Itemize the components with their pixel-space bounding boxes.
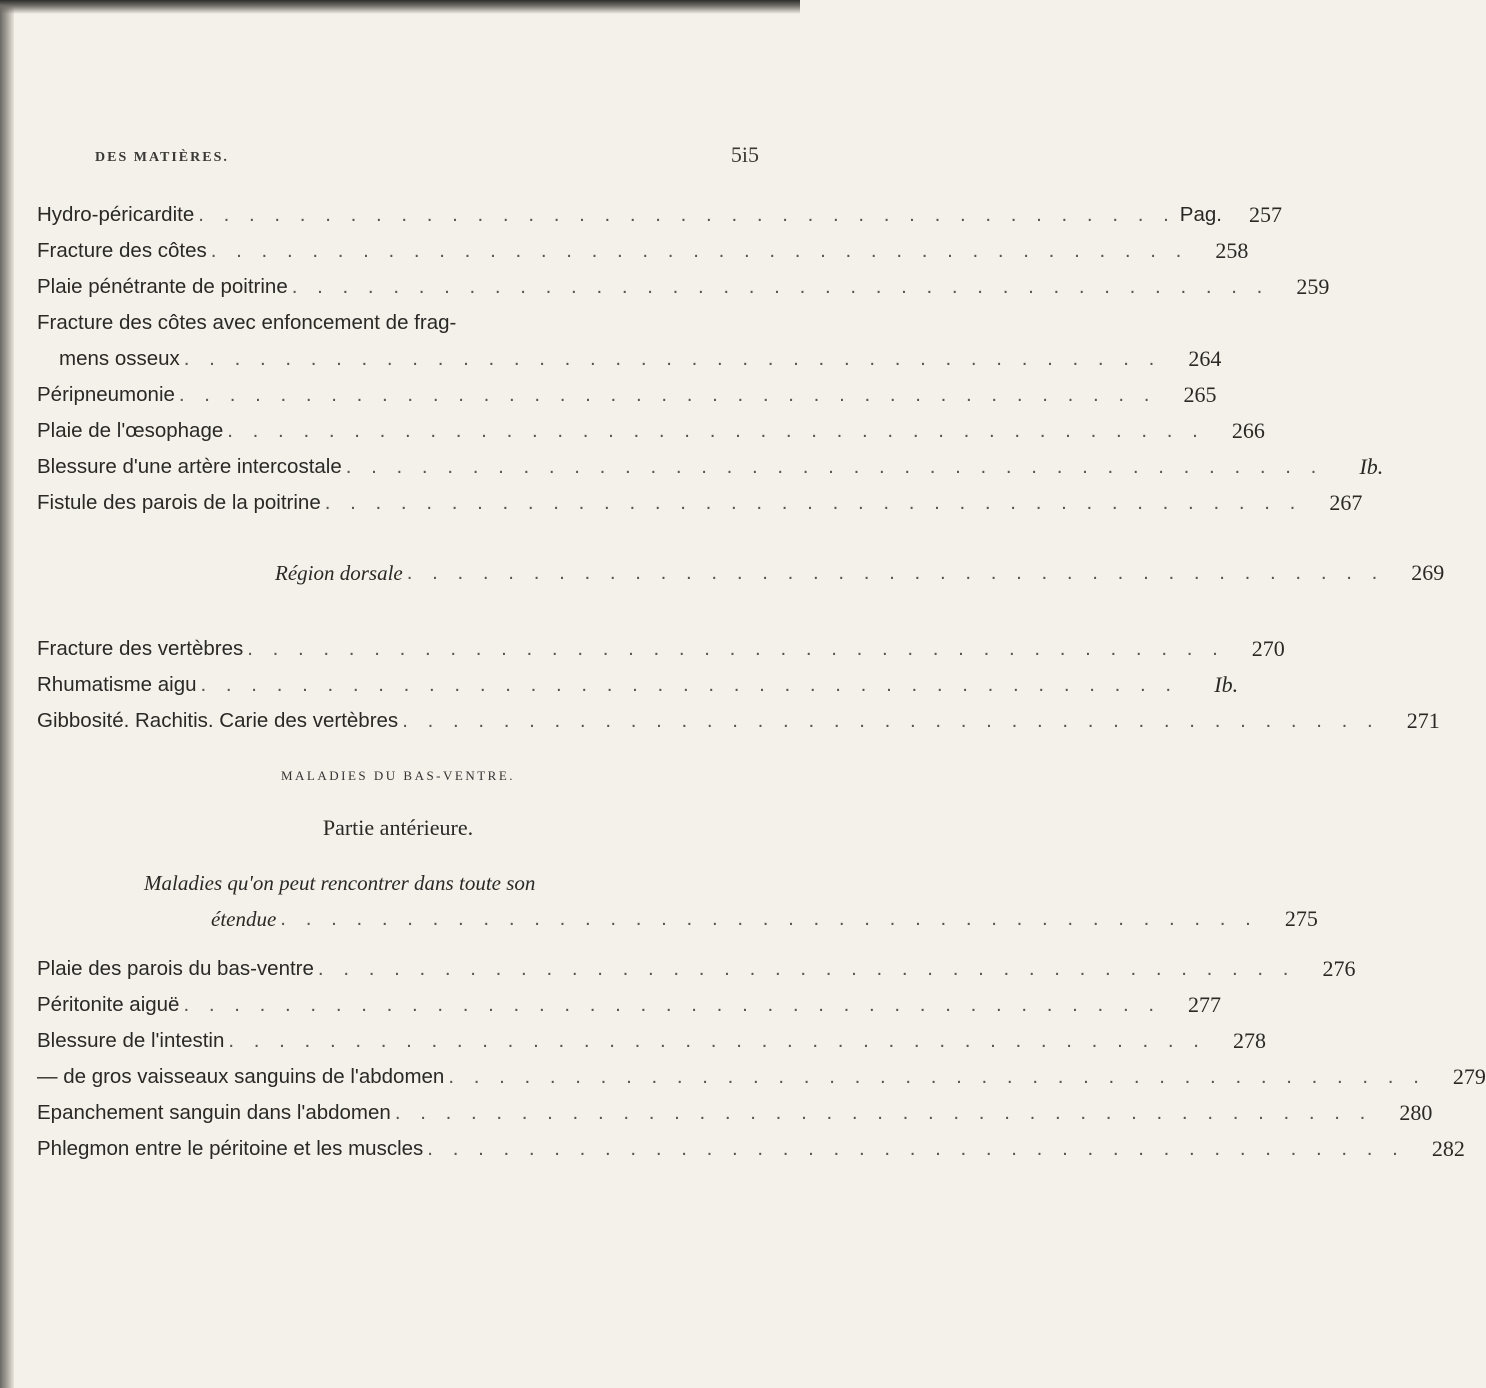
toc-entry-page: 265 bbox=[1183, 382, 1217, 407]
toc-leader: . . . . . . . . . . . . . . . . . . . . . . . . . . . . . . . . . . . . . . . bbox=[345, 455, 1324, 478]
toc-entry-title: Fracture des côtes avec enfoncement de frag- bbox=[37, 311, 457, 334]
toc-entry-title: Péritonite aiguë bbox=[37, 993, 180, 1016]
spacer bbox=[37, 932, 759, 946]
toc-entry-title: Phlegmon entre le péritoine et les muscles bbox=[37, 1137, 424, 1160]
toc-entry-page: 279 bbox=[1452, 1064, 1486, 1089]
italic-heading-text-cont: étendue bbox=[211, 907, 277, 931]
toc-entry-page: 278 bbox=[1232, 1028, 1266, 1053]
running-header bbox=[37, 138, 759, 178]
toc-entry bbox=[37, 982, 1222, 1018]
toc-entry-title: Fracture des côtes bbox=[37, 239, 207, 262]
toc-leader: . . . . . . . . . . . . . . . . . . . . . . . . . . . . . . . . . . . . . . . bbox=[227, 419, 1205, 442]
toc-entry bbox=[37, 1126, 1465, 1162]
italic-heading-text: Maladies qu'on peut rencontrer dans toute son bbox=[144, 871, 536, 895]
toc-entry bbox=[37, 444, 1384, 480]
toc-entry-page: Ib. bbox=[1214, 672, 1239, 697]
toc-entry-title-cont: mens osseux bbox=[59, 347, 180, 370]
toc-entry-page: 267 bbox=[1329, 490, 1363, 515]
table-of-contents bbox=[37, 192, 1486, 1162]
toc-leader: . . . . . . . . . . . . . . . . . . . . . . . . . . . . . . . . . . . . . . . bbox=[183, 993, 1162, 1016]
toc-entry-page: 259 bbox=[1296, 274, 1330, 299]
region-title: Région dorsale bbox=[275, 561, 403, 585]
page-top-edge bbox=[0, 0, 800, 14]
toc-entry-title: Plaie pénétrante de poitrine bbox=[37, 275, 288, 298]
toc-leader: . . . . . . . . . . . . . . . . . . . . . . . . . . . . . . . . . . . . . . . bbox=[406, 561, 1385, 584]
toc-entry bbox=[37, 228, 1249, 264]
toc-entry-title: Plaie de l'œsophage bbox=[37, 419, 224, 442]
toc-entry-page: 269 bbox=[1411, 560, 1445, 585]
toc-entry bbox=[37, 372, 1217, 408]
toc-leader: . . . . . . . . . . . . . . . . . . . . . . . . . . . . . . . . . . . . . . . bbox=[394, 1101, 1373, 1124]
toc-entry-title: Péripneumonie bbox=[37, 383, 175, 406]
toc-entry-wrap-line1 bbox=[37, 300, 759, 336]
toc-entry bbox=[37, 264, 1330, 300]
toc-leader: . . . . . . . . . . . . . . . . . . . . . . . . . . . . . . . . . . . . . . . bbox=[317, 957, 1296, 980]
toc-leader: . . . . . . . . . . . . . . . . . . . . . . . . . . . . . . . . . . . . . . . bbox=[178, 383, 1157, 406]
toc-entry-page: 257 bbox=[1248, 202, 1282, 227]
toc-region-heading bbox=[37, 550, 1445, 586]
toc-entry-title: Rhumatisme aigu bbox=[37, 673, 197, 696]
toc-entry-title: Fistule des parois de la poitrine bbox=[37, 491, 321, 514]
toc-italic-heading bbox=[37, 896, 1318, 932]
page-number: 5i5 bbox=[730, 142, 759, 167]
toc-entry bbox=[37, 480, 1363, 516]
spacer bbox=[37, 586, 759, 626]
toc-entry-title: Blessure de l'intestin bbox=[37, 1029, 225, 1052]
toc-entry bbox=[37, 626, 1285, 662]
toc-entry-page: 264 bbox=[1188, 346, 1222, 371]
toc-leader: . . . . . . . . . . . . . . . . . . . . . . . . . . . . . . . . . . . . . . . bbox=[448, 1065, 1426, 1088]
toc-entry-title: Plaie des parois du bas-ventre bbox=[37, 957, 314, 980]
toc-leader: . . . . . . . . . . . . . . . . . . . . . . . . . . . . . . . . . . . . . . . bbox=[280, 907, 1258, 930]
section-heading: MALADIES DU BAS-VENTRE. bbox=[280, 768, 516, 783]
spacer bbox=[37, 516, 759, 550]
toc-leader: . . . . . . . . . . . . . . . . . . . . . . . . . . . . . . . . . . . . . . . bbox=[427, 1137, 1405, 1160]
toc-leader: . . . . . . . . . . . . . . . . . . . . . . . . . . . . . . . . . . . . . . . bbox=[402, 709, 1380, 732]
toc-entry-page: 277 bbox=[1188, 992, 1222, 1017]
subsection-heading: Partie antérieure. bbox=[322, 815, 474, 840]
toc-entry-page: 282 bbox=[1431, 1136, 1465, 1161]
toc-entry-page: 275 bbox=[1284, 906, 1318, 931]
toc-leader: . . . . . . . . . . . . . . . . . . . . . . . . . . . . . . . . . . . . . . . bbox=[200, 673, 1179, 696]
spacer bbox=[37, 734, 759, 756]
toc-entry bbox=[37, 662, 1239, 698]
toc-entry bbox=[37, 1054, 1486, 1090]
page-binding-edge bbox=[0, 0, 14, 1388]
toc-entry-title: Blessure d'une artère intercostale bbox=[37, 455, 342, 478]
toc-leader: . . . . . . . . . . . . . . . . . . . . . . . . . . . . . . . . . . . . . . . bbox=[324, 491, 1303, 514]
toc-entry bbox=[37, 336, 1222, 372]
toc-entry-page: 266 bbox=[1231, 418, 1265, 443]
toc-entry bbox=[37, 1018, 1266, 1054]
toc-leader: . . . . . . . . . . . . . . . . . . . . . . . . . . . . . . . . . . . . . . . bbox=[247, 637, 1225, 660]
toc-italic-heading-line1 bbox=[37, 860, 759, 896]
toc-pag-label: Pag. bbox=[1179, 203, 1222, 226]
toc-entry-page: Ib. bbox=[1359, 454, 1384, 479]
toc-entry bbox=[37, 698, 1440, 734]
toc-entry-page: 271 bbox=[1406, 708, 1440, 733]
toc-entry bbox=[37, 408, 1265, 444]
toc-entry-title: Fracture des vertèbres bbox=[37, 637, 244, 660]
running-title: DES MATIÈRES. bbox=[95, 150, 229, 165]
toc-entry-title: Gibbosité. Rachitis. Carie des vertèbres bbox=[37, 709, 399, 732]
toc-entry-page: 258 bbox=[1215, 238, 1249, 263]
toc-entry-page: 280 bbox=[1399, 1100, 1433, 1125]
toc-leader: . . . . . . . . . . . . . . . . . . . . . . . . . . . . . . . . . . . . . . . bbox=[198, 203, 1176, 226]
toc-leader: . . . . . . . . . . . . . . . . . . . . . . . . . . . . . . . . . . . . . . . bbox=[210, 239, 1189, 262]
toc-leader: . . . . . . . . . . . . . . . . . . . . . . . . . . . . . . . . . . . . . . . bbox=[183, 347, 1162, 370]
toc-entry bbox=[37, 1090, 1433, 1126]
toc-entry bbox=[37, 192, 1282, 228]
toc-entry-page: 276 bbox=[1322, 956, 1356, 981]
toc-leader: . . . . . . . . . . . . . . . . . . . . . . . . . . . . . . . . . . . . . . . bbox=[228, 1029, 1206, 1052]
toc-entry-title: Hydro-péricardite bbox=[37, 203, 195, 226]
toc-entry-title: — de gros vaisseaux sanguins de l'abdomen bbox=[37, 1065, 445, 1088]
toc-entry bbox=[37, 946, 1356, 982]
toc-leader: . . . . . . . . . . . . . . . . . . . . . . . . . . . . . . . . . . . . . . . bbox=[291, 275, 1270, 298]
toc-entry-page: 270 bbox=[1251, 636, 1285, 661]
toc-entry-title: Epanchement sanguin dans l'abdomen bbox=[37, 1101, 391, 1124]
